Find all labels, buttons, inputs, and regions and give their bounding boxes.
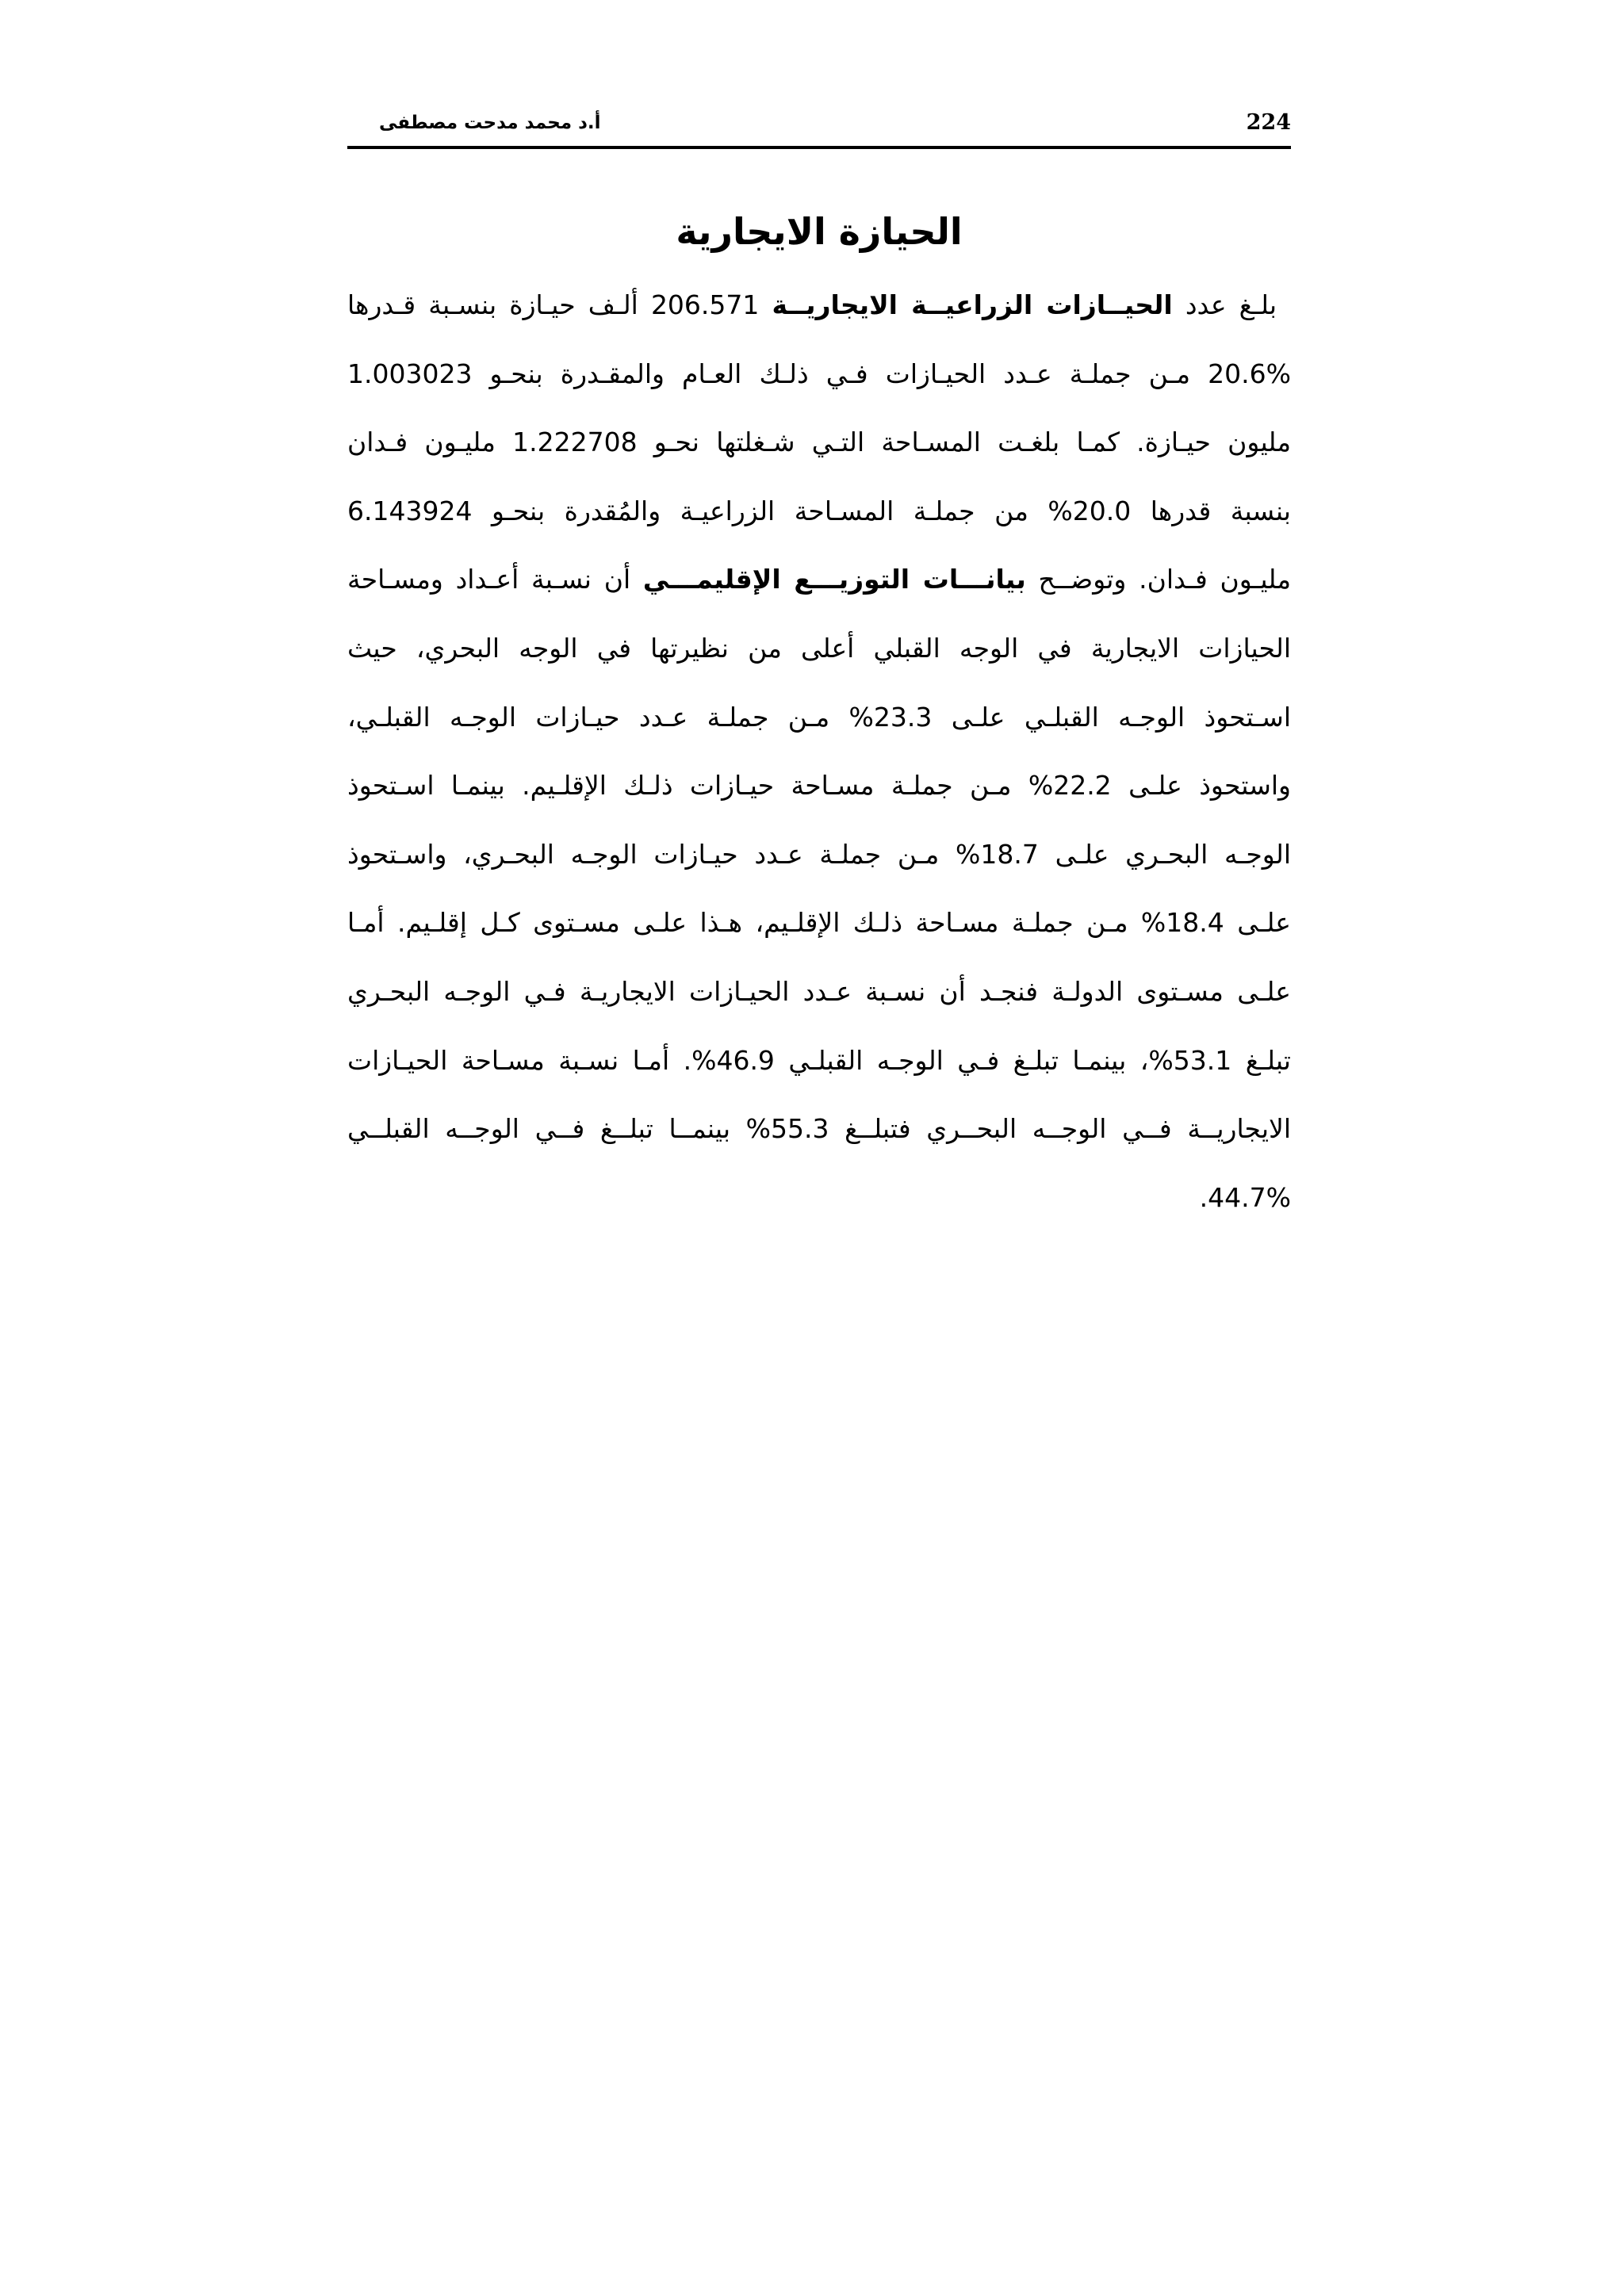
- bold-term: الحيــازات الزراعيــة الايجاريــة: [772, 289, 1173, 320]
- body-paragraph: [347, 271, 1291, 1232]
- section-title: الحيازة الايجارية: [676, 210, 963, 253]
- page-number: 224: [1246, 110, 1291, 135]
- paragraph-line: [347, 683, 1291, 752]
- paragraph-line: [347, 614, 1291, 683]
- text-run: واستحوذ علـى 22.2% مـن جملـة مسـاحة حيـازات ذلـك الإقلـيم. بينمـا اسـتحوذ: [347, 770, 1291, 802]
- text-run: 206.571 ألـف حيـازة بنسـبة قـدرها: [347, 289, 772, 320]
- text-run: علـى 18.4% مـن جملـة مسـاحة ذلـك الإقلـيم، هـذا علـى مسـتوى كـل إقلـيم. أمـا: [347, 907, 1291, 939]
- text-run: الايجاريــة فــي الوجــه البحــري فتبلــغ 55.3% بينمــا تبلــغ فــي الوجــه القبلــي: [347, 1113, 1291, 1145]
- text-run: 44.7%.: [1199, 1181, 1291, 1213]
- text-run: اسـتحوذ الوجـه القبلـي علـى 23.3% مـن جملـة عـدد حيـازات الوجـه القبلـي،: [347, 701, 1291, 733]
- text-run: مليـون فـدان. وتوضــح: [1025, 564, 1291, 595]
- text-run: بلـغ عدد: [1172, 289, 1277, 320]
- text-run: مليون حيـازة. كمـا بلغـت المسـاحة التـي شـغلتها نحـو 1.222708 مليـون فـدان: [347, 427, 1292, 458]
- paragraph-line: [347, 271, 1291, 340]
- paragraph-line: [347, 1027, 1291, 1096]
- text-run: الحيازات الايجارية في الوجه القبلي أعلى من نظيرتها في الوجه البحري، حيث: [347, 632, 1291, 664]
- text-run: بنسبة قدرها 20.0% من جملـة المسـاحة الزراعيـة والمُقدرة بنحـو 6.143924: [347, 495, 1291, 526]
- running-head-author: أ.د محمد مدحت مصطفى: [379, 113, 601, 133]
- paragraph-line: [347, 821, 1291, 890]
- text-run: 20.6% مـن جملـة عـدد الحيـازات فـي ذلـك العـام والمقـدرة بنحـو 1.003023: [347, 358, 1291, 389]
- paragraph-line: [347, 1095, 1291, 1164]
- page-header: [347, 109, 1291, 149]
- text-run: تبلـغ 53.1%، بينمـا تبلـغ فـي الوجـه القبلـي 46.9%. أمـا نسـبة مسـاحة الحيـازات: [347, 1044, 1291, 1076]
- paragraph-line: [347, 752, 1291, 821]
- text-run: علـى مسـتوى الدولـة فنجـد أن نسـبة عـدد الحيـازات الايجاريـة فـي الوجـه البحـري: [347, 975, 1291, 1007]
- paragraph-line: [347, 408, 1291, 477]
- paragraph-line: [347, 477, 1291, 546]
- paragraph-line: [347, 958, 1291, 1027]
- paragraph-line: [347, 889, 1291, 958]
- paragraph-line: [347, 1164, 1291, 1233]
- text-run: الوجـه البحـري علـى 18.7% مـن جملـة عـدد حيـازات الوجـه البحـري، واسـتحوذ: [347, 838, 1291, 870]
- paragraph-line: [347, 340, 1291, 409]
- bold-term: بيانـــات التوزيـــع الإقليمـــي: [642, 564, 1026, 595]
- paragraph-line: [347, 545, 1291, 614]
- text-run: أن نسـبة أعـداد ومسـاحة: [347, 564, 643, 595]
